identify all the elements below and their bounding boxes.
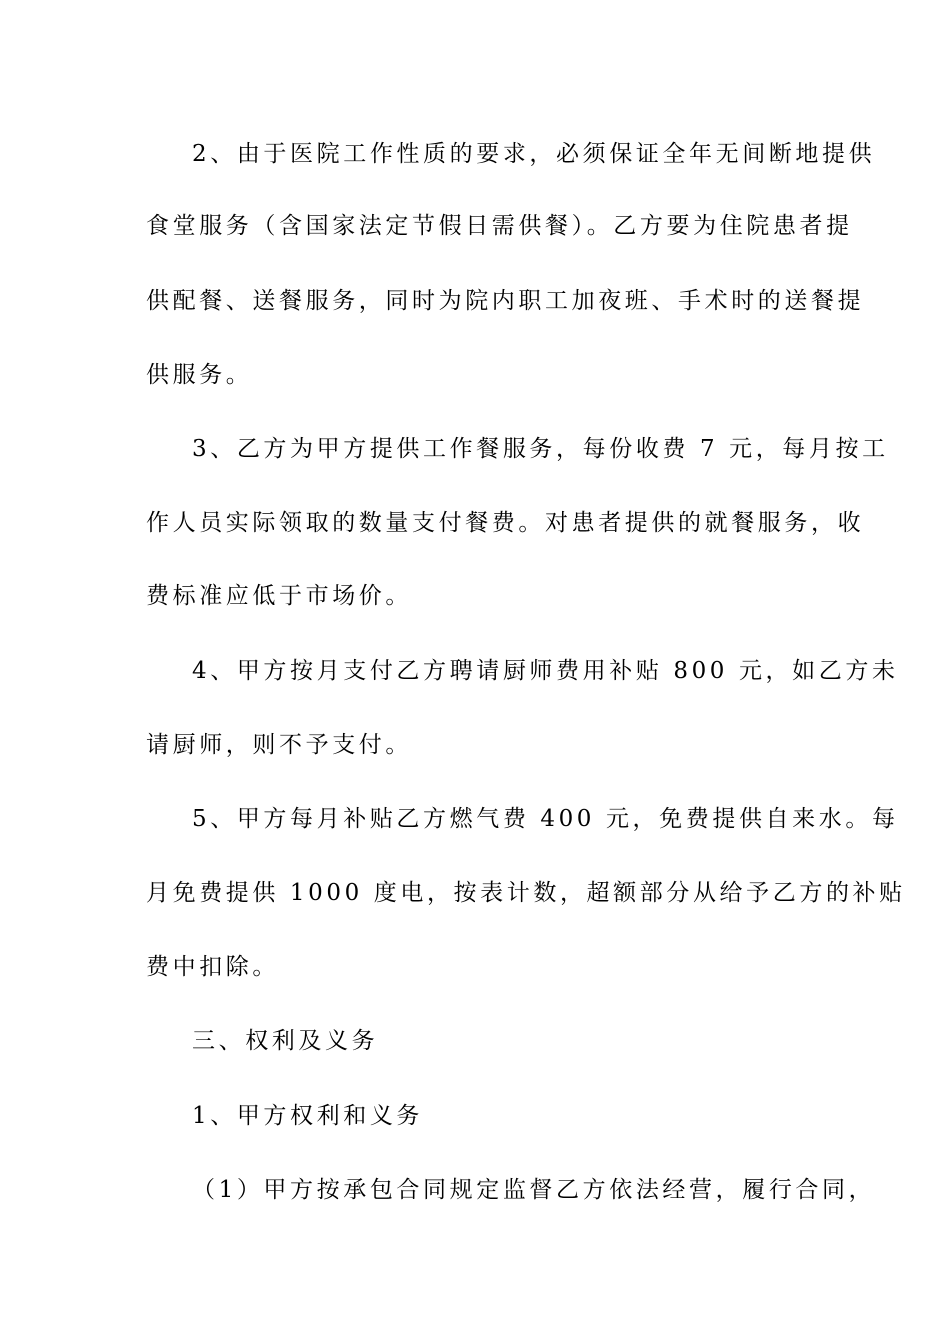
paragraph-4-line-2: 请厨师，则不予支付。 bbox=[146, 732, 412, 758]
paragraph-3-line-2: 作人员实际领取的数量支付餐费。对患者提供的就餐服务，收 bbox=[146, 510, 865, 536]
paragraph-5-line-1: 5、甲方每月补贴乙方燃气费 400 元，免费提供自来水。每 bbox=[192, 806, 899, 832]
section-heading-rights-obligations: 三、权利及义务 bbox=[192, 1028, 379, 1054]
item-1-line-1: （1）甲方按承包合同规定监督乙方依法经营，履行合同， bbox=[192, 1177, 876, 1203]
paragraph-3-line-3: 费标准应低于市场价。 bbox=[146, 583, 412, 609]
paragraph-2-line-2: 食堂服务（含国家法定节假日需供餐）。乙方要为住院患者提 bbox=[146, 213, 853, 239]
paragraph-3-line-1: 3、乙方为甲方提供工作餐服务，每份收费 7 元，每月按工 bbox=[192, 436, 889, 462]
paragraph-2-line-3: 供配餐、送餐服务，同时为院内职工加夜班、手术时的送餐提 bbox=[146, 288, 865, 314]
paragraph-4-line-1: 4、甲方按月支付乙方聘请厨师费用补贴 800 元，如乙方未 bbox=[192, 658, 899, 684]
paragraph-2-line-4: 供服务。 bbox=[146, 362, 253, 388]
paragraph-5-line-2: 月免费提供 1000 度电，按表计数，超额部分从给予乙方的补贴 bbox=[146, 880, 906, 906]
paragraph-5-line-3: 费中扣除。 bbox=[146, 954, 279, 980]
subheading-party-a-rights: 1、甲方权利和义务 bbox=[192, 1103, 424, 1129]
paragraph-2-line-1: 2、由于医院工作性质的要求，必须保证全年无间断地提供 bbox=[192, 141, 876, 167]
